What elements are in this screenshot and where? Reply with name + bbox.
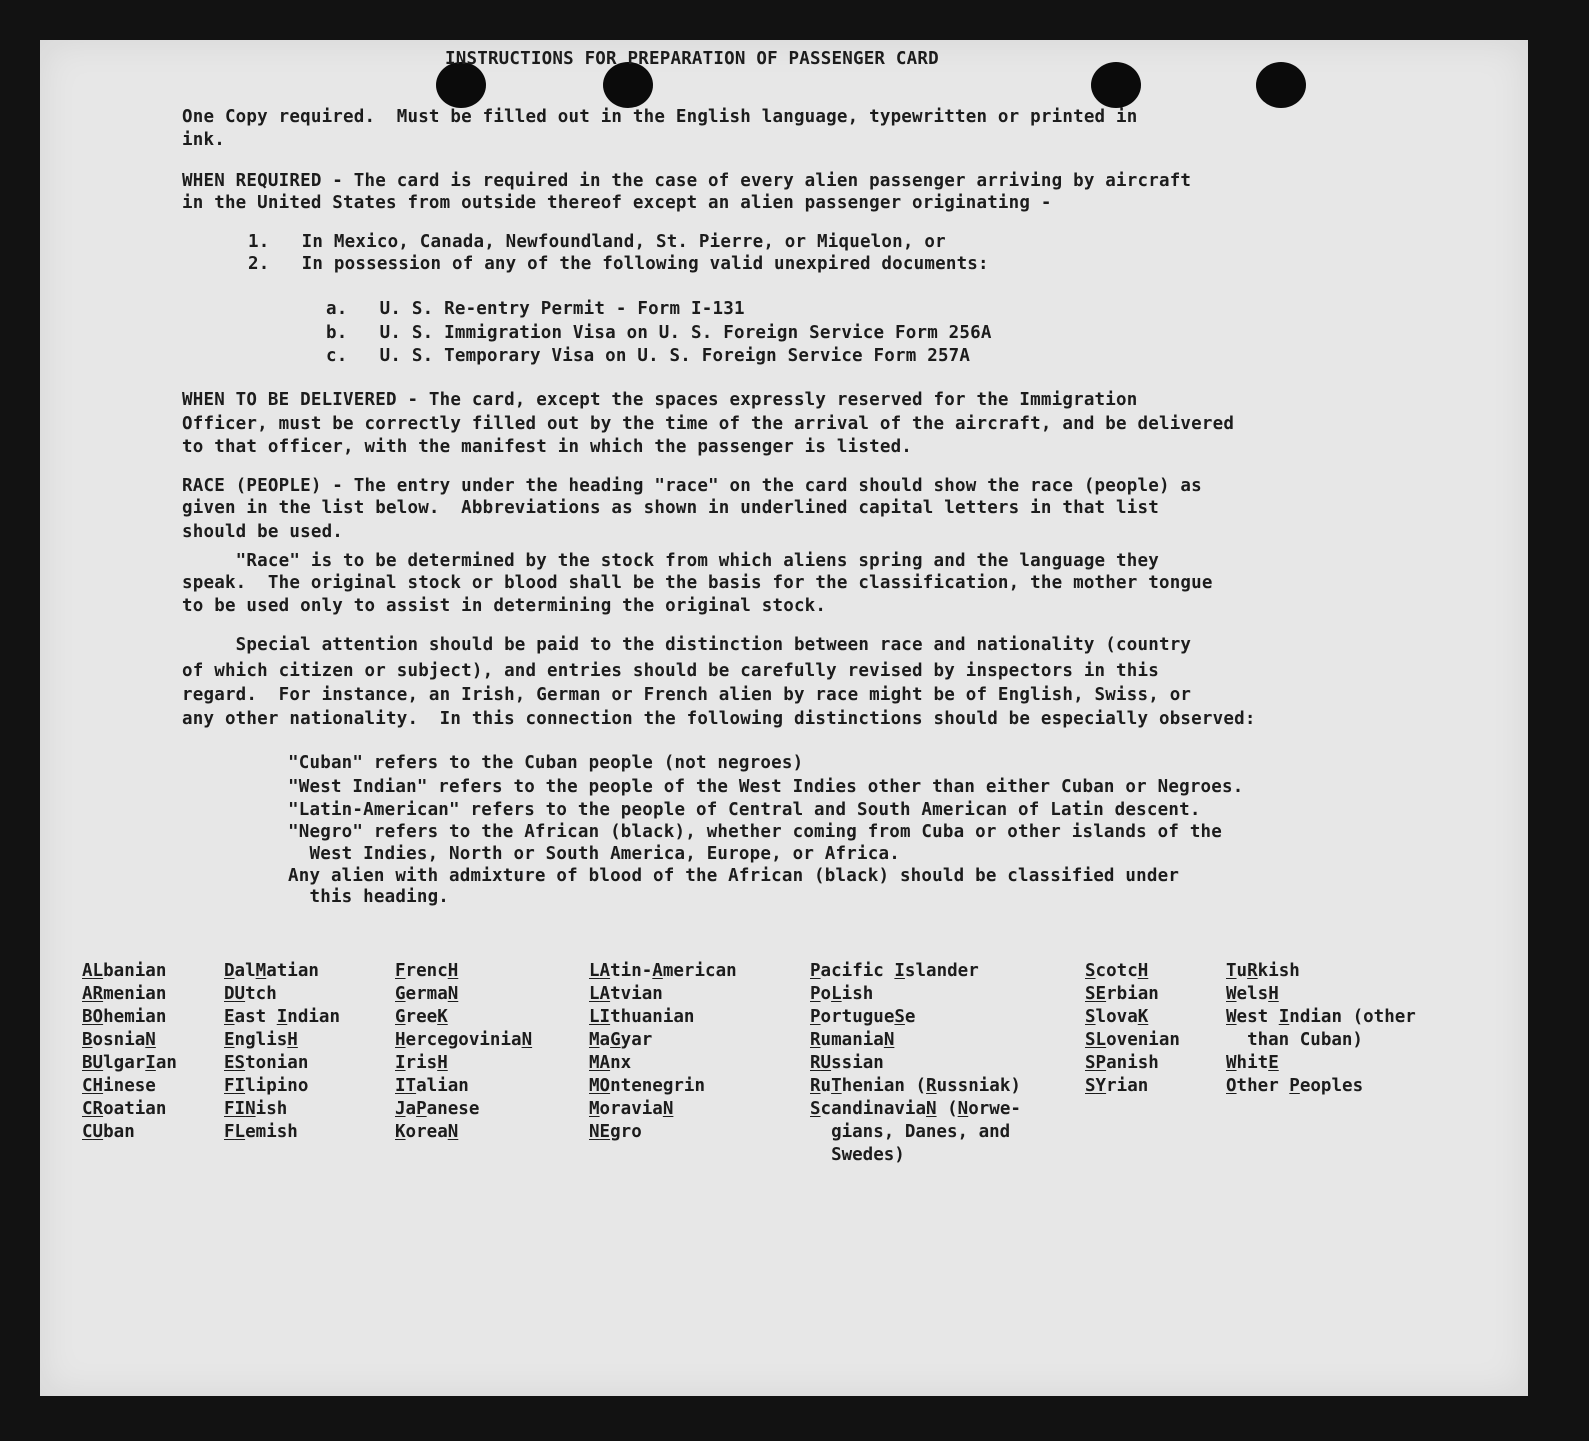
race-list-item: NEgro (589, 1122, 642, 1142)
race-list-item: than Cuban) (1226, 1030, 1363, 1050)
distinction-line: "West Indian" refers to the people of the West Indies other than either Cuban or Negroes. (288, 777, 1244, 797)
race-list-column-5 (810, 960, 1021, 1167)
race-list-item: DalMatian (224, 961, 319, 981)
race-list-item: TuRkish (1226, 961, 1300, 981)
special-attention-line: of which citizen or subject), and entries should be carefully revised by inspectors in this (182, 661, 1159, 681)
race-intro-line: should be used. (182, 522, 344, 542)
special-attention-line: Special attention should be paid to the distinction between race and nationality (country (182, 635, 1192, 655)
document-item: a. U. S. Re-entry Permit - Form I-131 (326, 299, 745, 319)
distinction-line: West Indies, North or South America, Europe, or Africa. (288, 844, 900, 864)
race-list-item: gians, Danes, and (810, 1122, 1011, 1142)
race-list-item: PortugueSe (810, 1007, 916, 1027)
race-list-column-6 (1085, 960, 1180, 1098)
when-delivered-line: WHEN TO BE DELIVERED - The card, except the spaces expressly reserved for the Immigration (182, 390, 1138, 410)
race-list-item: GermaN (395, 984, 459, 1004)
document-item: b. U. S. Immigration Visa on U. S. Foreign Service Form 256A (326, 323, 992, 343)
race-list-item: HercegoviniaN (395, 1030, 533, 1050)
when-delivered-line: Officer, must be correctly filled out by the time of the arrival of the aircraft, and be delivered (182, 414, 1235, 434)
race-list-column-4 (589, 960, 737, 1144)
race-list-item: JaPanese (395, 1099, 480, 1119)
race-list-item: WelsH (1226, 984, 1279, 1004)
race-list-item: Other Peoples (1226, 1076, 1364, 1096)
distinction-line: Any alien with admixture of blood of the African (black) should be classified under (288, 866, 1180, 886)
document-item: c. U. S. Temporary Visa on U. S. Foreign Service Form 257A (326, 346, 971, 366)
race-list-item: ITalian (395, 1076, 469, 1096)
race-list-item: SYrian (1085, 1076, 1149, 1096)
race-list-item: CHinese (82, 1076, 156, 1096)
race-list-item: SlovaK (1085, 1007, 1149, 1027)
race-list-column-7 (1226, 960, 1416, 1098)
distinction-line: "Cuban" refers to the Cuban people (not negroes) (288, 753, 804, 773)
race-list-item: FINish (224, 1099, 288, 1119)
race-list-item: MaGyar (589, 1030, 653, 1050)
race-list-item: FrencH (395, 961, 459, 981)
exception-item: 2. In possession of any of the following valid unexpired documents: (248, 254, 989, 274)
race-list-item: EStonian (224, 1053, 309, 1073)
intro-line: One Copy required. Must be filled out in the English language, typewritten or printed in (182, 107, 1138, 127)
race-list-item: ScandinaviaN (Norwe- (810, 1099, 1021, 1119)
race-list-item: ARmenian (82, 984, 167, 1004)
race-list-item: East Indian (224, 1007, 341, 1027)
when-required-line: in the United States from outside thereof except an alien passenger originating - (182, 193, 1052, 213)
special-attention-line: regard. For instance, an Irish, German or French alien by race might be of English, Swiss, or (182, 685, 1192, 705)
race-list-item: RuThenian (Russniak) (810, 1076, 1021, 1096)
distinction-line: this heading. (288, 887, 450, 907)
race-list-item: SLovenian (1085, 1030, 1180, 1050)
race-list-item: DUtch (224, 984, 277, 1004)
page-title: INSTRUCTIONS FOR PREPARATION OF PASSENGER CARD (445, 49, 939, 69)
race-list-item: MOntenegrin (589, 1076, 706, 1096)
special-attention-line: any other nationality. In this connection the following distinctions should be especially observed: (182, 709, 1256, 729)
race-list-item: SPanish (1085, 1053, 1159, 1073)
race-list-item: RumaniaN (810, 1030, 895, 1050)
race-list-item: MAnx (589, 1053, 632, 1073)
race-list-item: BUlgarIan (82, 1053, 177, 1073)
race-intro-line: RACE (PEOPLE) - The entry under the heading "race" on the card should show the race (people) as (182, 476, 1202, 496)
race-list-item: EnglisH (224, 1030, 298, 1050)
race-list-item: CRoatian (82, 1099, 167, 1119)
race-list-item: Swedes) (810, 1145, 905, 1165)
intro-line: ink. (182, 130, 225, 150)
race-list-item: FIlipino (224, 1076, 309, 1096)
race-list-column-1 (82, 960, 177, 1144)
exception-item: 1. In Mexico, Canada, Newfoundland, St. Pierre, or Miquelon, or (248, 232, 946, 252)
race-list-column-3 (395, 960, 532, 1144)
when-required-line: WHEN REQUIRED - The card is required in the case of every alien passenger arriving by aircraft (182, 171, 1192, 191)
race-list-column-2 (224, 960, 340, 1144)
distinction-line: "Latin-American" refers to the people of Central and South American of Latin descent. (288, 800, 1201, 820)
punch-hole (1091, 62, 1141, 108)
punch-hole (1256, 62, 1306, 108)
race-definition-line: speak. The original stock or blood shall be the basis for the classification, the mother tongue (182, 573, 1213, 593)
race-list-item: CUban (82, 1122, 135, 1142)
race-list-item: LIthuanian (589, 1007, 695, 1027)
race-list-item: West Indian (other (1226, 1007, 1416, 1027)
race-list-item: KoreaN (395, 1122, 459, 1142)
race-list-item: WhitE (1226, 1053, 1279, 1073)
race-list-item: GreeK (395, 1007, 448, 1027)
distinction-line: "Negro" refers to the African (black), whether coming from Cuba or other islands of the (288, 822, 1223, 842)
race-intro-line: given in the list below. Abbreviations as shown in underlined capital letters in that list (182, 498, 1159, 518)
race-list-item: ALbanian (82, 961, 167, 981)
race-list-item: RUssian (810, 1053, 884, 1073)
race-list-item: IrisH (395, 1053, 448, 1073)
document-page (40, 40, 1528, 1396)
when-delivered-line: to that officer, with the manifest in which the passenger is listed. (182, 437, 913, 457)
race-list-item: Pacific Islander (810, 961, 979, 981)
race-list-item: LAtvian (589, 984, 663, 1004)
race-list-item: SErbian (1085, 984, 1159, 1004)
race-definition-line: to be used only to assist in determining the original stock. (182, 596, 827, 616)
race-list-item: ScotcH (1085, 961, 1149, 981)
race-list-item: BosniaN (82, 1030, 156, 1050)
race-list-item: BOhemian (82, 1007, 167, 1027)
race-list-item: FLemish (224, 1122, 298, 1142)
race-list-item: PoLish (810, 984, 874, 1004)
race-list-item: MoraviaN (589, 1099, 674, 1119)
race-definition-line: "Race" is to be determined by the stock from which aliens spring and the language they (182, 551, 1159, 571)
race-list-item: LAtin-American (589, 961, 737, 981)
